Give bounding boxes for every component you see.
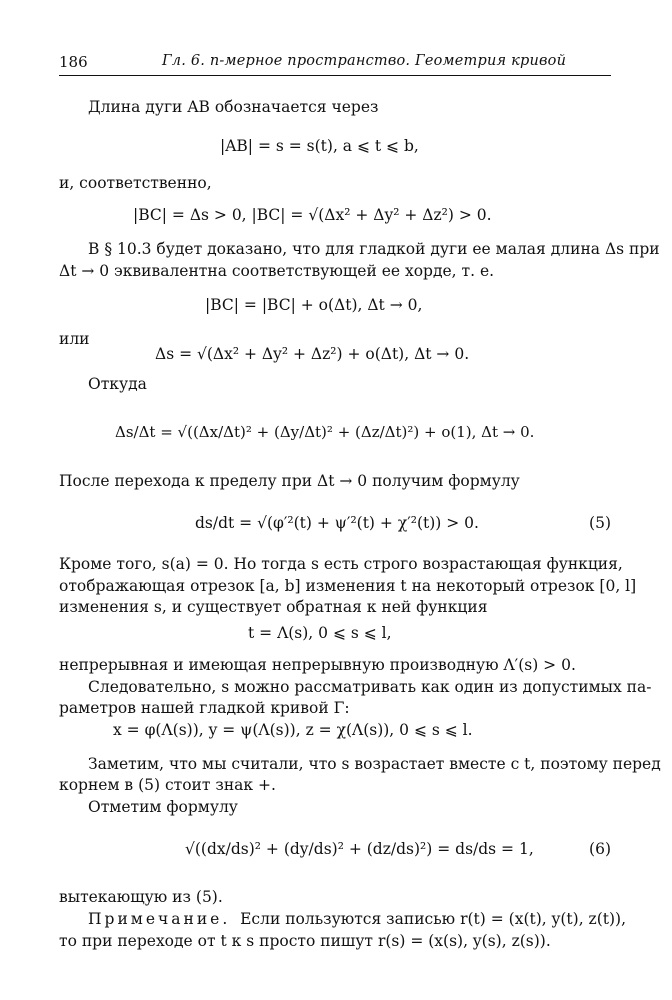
text-line: Следовательно, s можно рассматривать как один из допустимых па- bbox=[88, 678, 652, 696]
text-line: вытекающую из (5). bbox=[59, 888, 223, 906]
chapter-title: Гл. 6. n-мерное пространство. Геометрия кривой bbox=[162, 53, 567, 69]
text-line: раметров нашей гладкой кривой Γ: bbox=[59, 699, 350, 717]
formula-parametrization: x = φ(Λ(s)), y = ψ(Λ(s)), z = χ(Λ(s)), 0 ⩽ s ⩽ l. bbox=[113, 721, 473, 739]
text-line bbox=[59, 908, 627, 930]
text-line: В § 10.3 будет доказано, что для гладкой дуги ее малая длина Δs при bbox=[88, 240, 660, 258]
text-line: Откуда bbox=[88, 375, 147, 393]
formula-ratio: Δs/Δt = √((Δx/Δt)² + (Δy/Δt)² + (Δz/Δt)²) + o(1), Δt → 0. bbox=[115, 423, 535, 441]
text-line: корнем в (5) стоит знак +. bbox=[59, 776, 276, 794]
header-rule bbox=[59, 75, 611, 76]
text-line: Δt → 0 эквивалентна соответствующей ее хорде, т. е. bbox=[59, 262, 495, 280]
text-line: изменения s, и существует обратная к ней функция bbox=[59, 598, 488, 616]
page-number: 186 bbox=[59, 53, 88, 71]
formula-arc-length: |AB| = s = s(t), a ⩽ t ⩽ b, bbox=[220, 137, 419, 155]
formula-delta-s: Δs = √(Δx² + Δy² + Δz²) + o(Δt), Δt → 0. bbox=[155, 345, 470, 363]
equation-number-6: (6) bbox=[589, 840, 611, 858]
text-line: После перехода к пределу при Δt → 0 получим формулу bbox=[59, 472, 520, 490]
formula-chord: |BC| = Δs > 0, |BC| = √(Δx² + Δy² + Δz²) > 0. bbox=[133, 206, 492, 224]
formula-inverse: t = Λ(s), 0 ⩽ s ⩽ l, bbox=[248, 624, 392, 642]
text-line: непрерывная и имеющая непрерывную производную Λ′(s) > 0. bbox=[59, 656, 576, 674]
text-line: или bbox=[59, 330, 90, 348]
formula-equivalence: |BC| = |BC| + o(Δt), Δt → 0, bbox=[205, 296, 423, 314]
formula-6: √((dx/ds)² + (dy/ds)² + (dz/ds)²) = ds/ds = 1, bbox=[185, 840, 534, 858]
text-line: то при переходе от t к s просто пишут r(s) = (x(s), y(s), z(s)). bbox=[59, 932, 551, 950]
text-line: и, соответственно, bbox=[59, 174, 212, 192]
text-line: отображающая отрезок [a, b] изменения t на некоторый отрезок [0, l] bbox=[59, 577, 637, 595]
text-line: Заметим, что мы считали, что s возрастает вместе с t, поэтому перед bbox=[88, 755, 661, 773]
formula-5: ds/dt = √(φ′²(t) + ψ′²(t) + χ′²(t)) > 0. bbox=[195, 514, 479, 532]
text-line: Длина дуги AB обозначается через bbox=[88, 98, 379, 116]
text-line: Кроме того, s(a) = 0. Но тогда s есть строго возрастающая функция, bbox=[59, 555, 623, 573]
remark-label: Примечание. bbox=[88, 910, 231, 928]
text-line: Отметим формулу bbox=[88, 798, 238, 816]
equation-number-5: (5) bbox=[589, 514, 611, 532]
remark-text: Если пользуются записью r(t) = (x(t), y(t), z(t)), bbox=[240, 910, 627, 928]
